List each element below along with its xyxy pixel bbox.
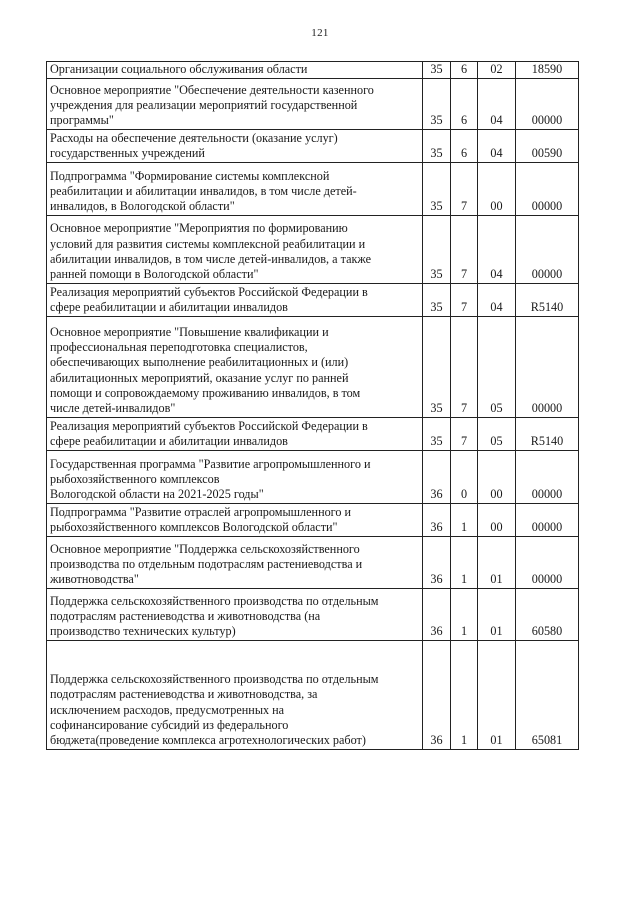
activity-code: 01 bbox=[478, 641, 516, 750]
program-code: 35 bbox=[423, 317, 451, 418]
subprogram-code: 1 bbox=[451, 537, 478, 589]
table-row bbox=[47, 641, 579, 750]
row-description: Государственная программа "Развитие агропромышленного и рыбохозяйственного комплексов Вологодской области на 2021-2025 годы" bbox=[47, 451, 423, 504]
program-code: 36 bbox=[423, 537, 451, 589]
expense-code: 00000 bbox=[516, 79, 579, 130]
subprogram-code: 7 bbox=[451, 163, 478, 216]
table-row bbox=[47, 284, 579, 317]
subprogram-code: 7 bbox=[451, 317, 478, 418]
program-code: 35 bbox=[423, 418, 451, 451]
activity-code: 04 bbox=[478, 216, 516, 284]
program-code: 35 bbox=[423, 79, 451, 130]
table-row bbox=[47, 317, 579, 418]
table-row bbox=[47, 537, 579, 589]
table-row bbox=[47, 504, 579, 537]
activity-code: 05 bbox=[478, 317, 516, 418]
activity-code: 01 bbox=[478, 537, 516, 589]
subprogram-code: 6 bbox=[451, 62, 478, 79]
row-description: Основное мероприятие "Поддержка сельскохозяйственного производства по отдельным подотраслям растениеводства и животноводства" bbox=[47, 537, 423, 589]
expense-code: 00000 bbox=[516, 537, 579, 589]
program-code: 35 bbox=[423, 163, 451, 216]
activity-code: 04 bbox=[478, 284, 516, 317]
row-description: Поддержка сельскохозяйственного производства по отдельным подотраслям растениеводства и животноводства (на производство технических культур) bbox=[47, 589, 423, 641]
expense-code: 00000 bbox=[516, 216, 579, 284]
budget-classification-table bbox=[46, 61, 579, 750]
table-row bbox=[47, 451, 579, 504]
expense-code: 00000 bbox=[516, 451, 579, 504]
row-description: Подпрограмма "Развитие отраслей агропромышленного и рыбохозяйственного комплексов Вологодской области" bbox=[47, 504, 423, 537]
expense-code: 00000 bbox=[516, 504, 579, 537]
activity-code: 00 bbox=[478, 504, 516, 537]
expense-code: R5140 bbox=[516, 418, 579, 451]
subprogram-code: 1 bbox=[451, 504, 478, 537]
subprogram-code: 6 bbox=[451, 79, 478, 130]
activity-code: 04 bbox=[478, 130, 516, 163]
activity-code: 02 bbox=[478, 62, 516, 79]
row-description: Основное мероприятие "Обеспечение деятельности казенного учреждения для реализации мероприятий государственной программы" bbox=[47, 79, 423, 130]
row-description: Реализация мероприятий субъектов Российской Федерации в сфере реабилитации и абилитации инвалидов bbox=[47, 418, 423, 451]
table-row bbox=[47, 163, 579, 216]
activity-code: 01 bbox=[478, 589, 516, 641]
expense-code: 60580 bbox=[516, 589, 579, 641]
subprogram-code: 0 bbox=[451, 451, 478, 504]
table-row bbox=[47, 62, 579, 79]
subprogram-code: 7 bbox=[451, 216, 478, 284]
activity-code: 00 bbox=[478, 451, 516, 504]
row-description: Организации социального обслуживания области bbox=[47, 62, 423, 79]
program-code: 35 bbox=[423, 130, 451, 163]
table-row bbox=[47, 589, 579, 641]
activity-code: 04 bbox=[478, 79, 516, 130]
expense-code: 00000 bbox=[516, 317, 579, 418]
row-description: Основное мероприятие "Мероприятия по формированию условий для развития системы комплексной реабилитации и абилитации инвалидов, в том числе детей-инвалидов, а также ранней помощи в Вологодской области" bbox=[47, 216, 423, 284]
subprogram-code: 6 bbox=[451, 130, 478, 163]
subprogram-code: 7 bbox=[451, 284, 478, 317]
subprogram-code: 1 bbox=[451, 641, 478, 750]
program-code: 36 bbox=[423, 641, 451, 750]
row-description: Расходы на обеспечение деятельности (оказание услуг) государственных учреждений bbox=[47, 130, 423, 163]
expense-code: 18590 bbox=[516, 62, 579, 79]
expense-code: R5140 bbox=[516, 284, 579, 317]
table-row bbox=[47, 418, 579, 451]
page-number: 121 bbox=[311, 27, 329, 39]
activity-code: 05 bbox=[478, 418, 516, 451]
subprogram-code: 7 bbox=[451, 418, 478, 451]
row-description: Подпрограмма "Формирование системы комплексной реабилитации и абилитации инвалидов, в том числе детей- инвалидов, в Вологодской области" bbox=[47, 163, 423, 216]
subprogram-code: 1 bbox=[451, 589, 478, 641]
row-description: Поддержка сельскохозяйственного производства по отдельным подотраслям растениеводства и животноводства, за исключением расходов, предусмотренных на софинансирование субсидий из федерального бюджета(проведение комплекса агротехнологических работ) bbox=[47, 641, 423, 750]
program-code: 35 bbox=[423, 284, 451, 317]
table-row bbox=[47, 216, 579, 284]
program-code: 36 bbox=[423, 504, 451, 537]
expense-code: 00000 bbox=[516, 163, 579, 216]
program-code: 35 bbox=[423, 216, 451, 284]
expense-code: 00590 bbox=[516, 130, 579, 163]
program-code: 35 bbox=[423, 62, 451, 79]
program-code: 36 bbox=[423, 589, 451, 641]
table-row bbox=[47, 79, 579, 130]
activity-code: 00 bbox=[478, 163, 516, 216]
row-description: Реализация мероприятий субъектов Российской Федерации в сфере реабилитации и абилитации инвалидов bbox=[47, 284, 423, 317]
program-code: 36 bbox=[423, 451, 451, 504]
expense-code: 65081 bbox=[516, 641, 579, 750]
row-description: Основное мероприятие "Повышение квалификации и профессиональная переподготовка специалистов, обеспечивающих выполнение реабилитационных и (или) абилитационных мероприятий, оказание услуг по ранней помощи и сопровождаемому проживанию инвалидов, в том числе детей-инвалидов" bbox=[47, 317, 423, 418]
table-row bbox=[47, 130, 579, 163]
